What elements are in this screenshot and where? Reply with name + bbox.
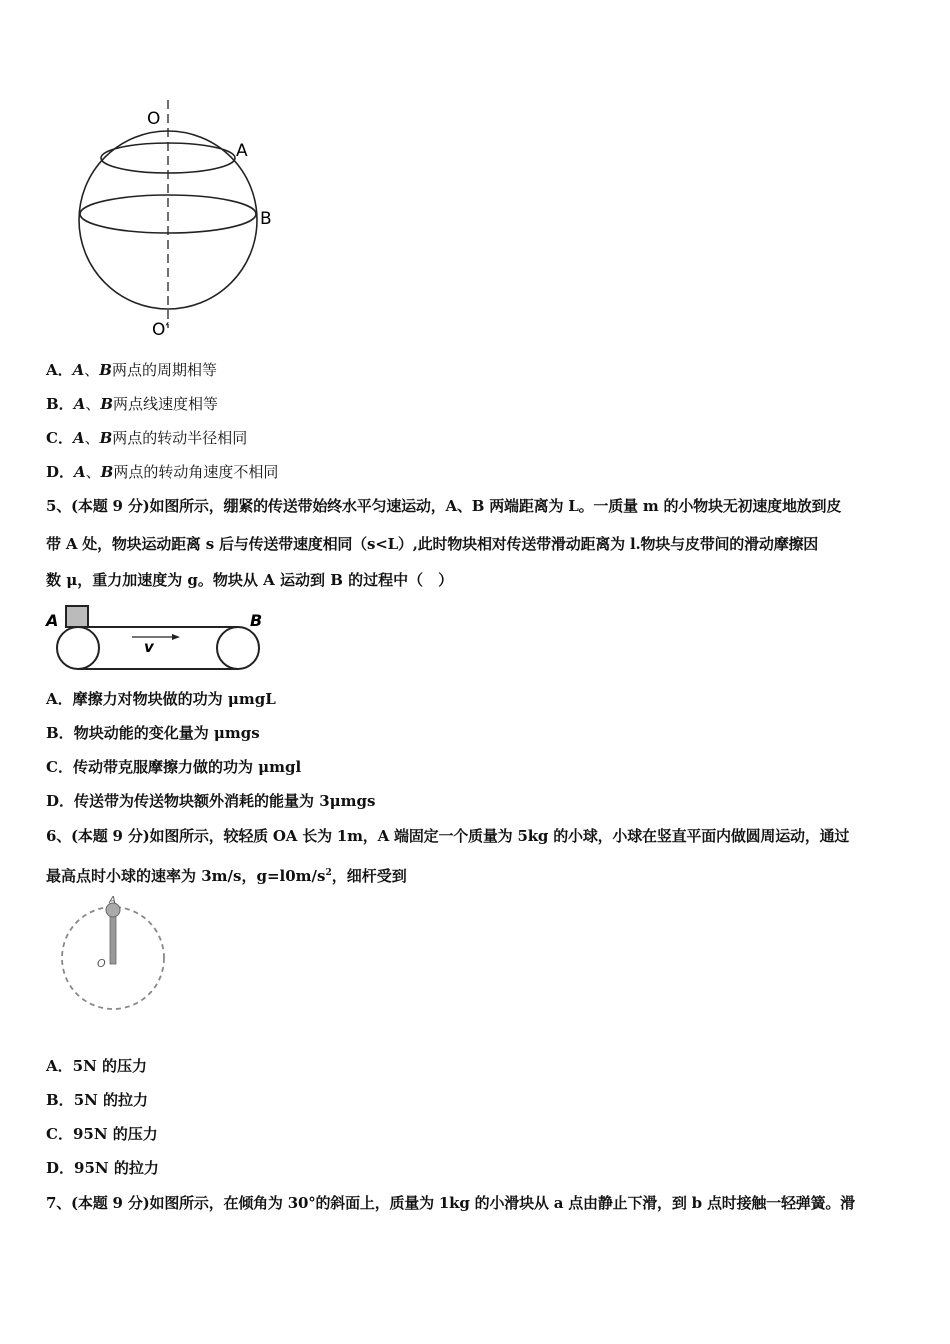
- q6-option-a: A．5N 的压力: [46, 1057, 148, 1075]
- sphere-figure: [70, 98, 290, 348]
- q4-option-d: D．A、B两点的转动角速度不相同: [46, 463, 279, 481]
- q4-option-c: C．A、B两点的转动半径相同: [46, 429, 248, 447]
- q5-option-d: D．传送带为传送物块额外消耗的能量为 3μmgs: [46, 792, 376, 810]
- q6-option-c: C．95N 的压力: [46, 1125, 158, 1143]
- q6-option-d: D．95N 的拉力: [46, 1159, 159, 1177]
- rod-ball-figure: [56, 896, 176, 1018]
- label-rod-a: A: [109, 895, 116, 906]
- q5-stem-line-1: 5、(本题 9 分)如图所示，绷紧的传送带始终水平匀速运动，A、B 两端距离为 L。一质量 m 的小物块无初速度地放到皮: [46, 497, 842, 515]
- right-pulley: [217, 627, 259, 669]
- q5-option-c: C．传动带克服摩擦力做的功为 μmgl: [46, 758, 302, 776]
- label-end-a: A: [46, 611, 59, 630]
- q5-stem-line-3: 数 μ，重力加速度为 g。物块从 A 运动到 B 的过程中（ ）: [46, 571, 454, 589]
- label-center-o: O: [97, 957, 106, 970]
- label-point-b: B: [260, 209, 272, 229]
- q5-stem-line-2: 带 A 处，物块运动距离 s 后与传送带速度相同（s<L）,此时物块相对传送带滑动距离为 l.物块与皮带间的滑动摩擦因: [46, 535, 819, 553]
- q5-option-a: A．摩擦力对物块做的功为 μmgL: [46, 690, 276, 708]
- label-point-a: A: [236, 141, 248, 161]
- q6-option-b: B．5N 的拉力: [46, 1091, 149, 1109]
- q7-stem-line-1: 7、(本题 9 分)如图所示，在倾角为 30°的斜面上，质量为 1kg 的小滑块从 a 点由静止下滑，到 b 点时接触一轻弹簧。滑: [46, 1194, 855, 1212]
- q6-stem-line-2: 最高点时小球的速率为 3m/s，$g=l0m/s^2$，细杆受到: [46, 867, 407, 885]
- block: [66, 606, 88, 627]
- q4-option-a: A．A、B两点的周期相等: [46, 361, 217, 379]
- velocity-arrowhead: [172, 634, 180, 640]
- left-pulley: [57, 627, 99, 669]
- q6-stem-line-1: 6、(本题 9 分)如图所示，较轻质 OA 长为 1m，A 端固定一个质量为 5kg 的小球，小球在竖直平面内做圆周运动，通过: [46, 827, 850, 845]
- label-o-top: O: [147, 109, 161, 129]
- q4-option-b: B．A、B两点线速度相等: [46, 395, 219, 413]
- label-o-bottom: O′: [152, 320, 170, 340]
- q5-option-b: B．物块动能的变化量为 μmgs: [46, 724, 260, 742]
- light-rod: [110, 910, 116, 964]
- label-v: v: [144, 638, 154, 656]
- label-end-b: B: [250, 611, 263, 630]
- conveyor-figure: [44, 604, 268, 674]
